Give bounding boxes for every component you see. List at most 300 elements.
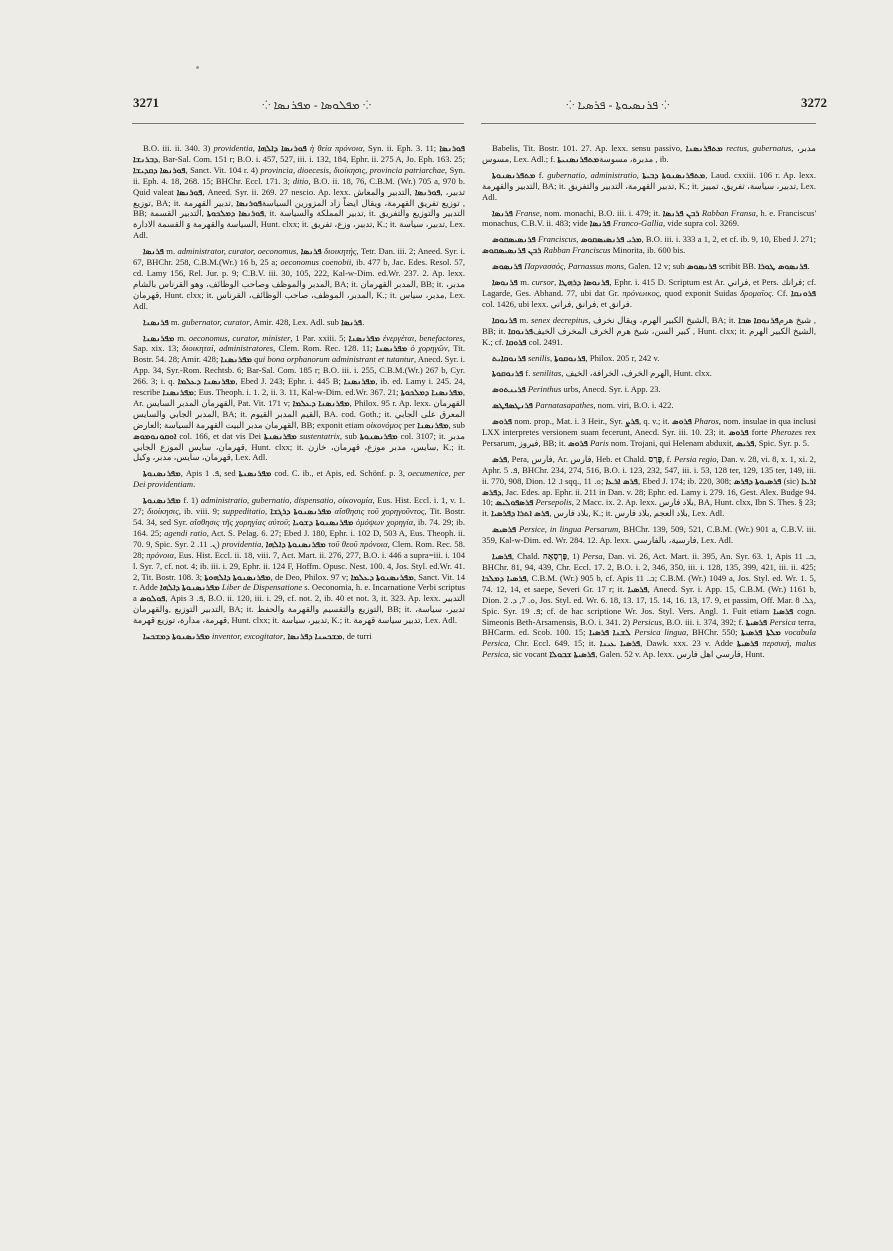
arabic-gloss: القهرمان المدبر الجابي والسايس xyxy=(133,397,465,419)
arabic-gloss: تدبير، سياسة، قهرمة، مدارة، توزيع قهرمة xyxy=(133,604,465,626)
arabic-gloss: تدبير القهرمة، التدبير والتفريق xyxy=(568,180,675,191)
dictionary-entry xyxy=(133,631,465,642)
syriac-term: ܡܦܪܢܣܢܘܬܐ ܕܐܠܗܐ xyxy=(265,538,326,549)
entry-text: , BA, Hunt. clxx, Ibn S. Thes. § 23; it. xyxy=(482,497,816,519)
dictionary-entry xyxy=(482,400,816,411)
entry-text: , BA; it. xyxy=(707,314,739,325)
entry-text: nom. prop., Mat. i. 3 Heir., Syr. xyxy=(512,416,626,427)
entry-text: , K.; it. xyxy=(674,180,702,191)
entry-text: . xyxy=(362,316,365,327)
entry-text: , xyxy=(571,298,576,309)
entry-text: , Clem. Rom. Rec. 128. 11; xyxy=(273,343,376,354)
entry-text: , it. xyxy=(363,208,380,219)
entry-text: , Dan. v. 28, vi. 8, x. 1, xi. 2, Aphr. ܦ. 5, BHChr. 234, 274, 516, B.O. i. 123, 232, 547, iii. i. 53, 128 ter, 129, 135 ter, 149, iii. ii. 770, 908, Dion. ܐ. 12 sqq., ܘ. 11; xyxy=(482,453,816,486)
entry-text: , Anecd. Syr. i. App. 15, C.B.M. (Wr.) 1161 b, Dion. ܘ. 7, ܕ. 2, Jos. Styl. ed. Wr. 6. 18, 13. 17, 15. 14, 16. 13, 17. 9, et passim, Off. Mar. ܓܠ. 8, Spic. Syr. ܦ. 19; cf. de hac scriptione Wr. Jos. Styl. Vers. Angl. 1. Fuit etiam xyxy=(482,583,816,616)
entry-text: , vide supra col. 3269. xyxy=(662,218,740,229)
syriac-term: ܦܪܣ xyxy=(492,453,508,464)
syriac-term: ܦܘܪܢܣܐ ܕܩܕܝܫܐ xyxy=(133,164,186,175)
arabic-gloss: التدبير والتوزيع والتفريق السياسة والقهرمة وَ القسمة الادارة xyxy=(133,208,465,230)
syriac-term: ܡܦܪܢܣܢܐ xyxy=(417,419,449,430)
syriac-term: ܦܪܢܣܘܣ xyxy=(492,261,522,272)
entry-text: , et xyxy=(596,298,610,309)
syriac-term: ܪܒܢ ܦܪܢܣܐ xyxy=(662,207,700,218)
syriac-term: ܦܘܪܢܣܐ xyxy=(414,186,441,197)
arabic-gloss: الشيخ الكبير الهرم xyxy=(749,325,814,336)
syriac-term: ܦܘܪܢܣܐ xyxy=(176,186,203,197)
entry-text: , Ephr. i. 415 D. Scriptum est Ar. xyxy=(609,277,728,288)
syriac-term: ܦܪܢܘܩܐ xyxy=(492,314,517,325)
syriac-term: ܦܪܢܘܩܘܬܐ xyxy=(554,352,586,363)
entry-text: , Philox. 95 r. Ap. lexx. xyxy=(349,397,434,408)
arabic-gloss: مدبر، قهرمان xyxy=(133,278,465,300)
syriac-term: ܦܪܢܣܘܣ ܛܘܪܐ xyxy=(758,261,808,272)
left-column xyxy=(133,143,465,647)
syriac-term: ܡܦܪܢܣܢܬܐ xyxy=(238,468,272,479)
arabic-gloss: بلاد فارس xyxy=(658,497,694,508)
syriac-term: ܦܪܢܣܝܣܩܘܣ xyxy=(492,234,536,245)
entry-text: , Lex. Adl.; f. xyxy=(509,153,558,164)
entry-text: , BB; it. xyxy=(381,604,416,615)
entry-text: , Dan. vi. 26, Act. Mart. ii. 395, An. Syr. 63. 1, Apis ܒ. 11, BHChr. 81, 94, 439, Chr. Eccl. 17. 2, B.O. i. 2, 346, 350, iii. i. 128, 135, 399, 421, iii. ii. 425; xyxy=(482,551,816,572)
latin-gloss: Rabban Franciscus xyxy=(541,245,611,256)
syriac-term: ܡܦܪܢܣܢܐ xyxy=(348,332,381,343)
dictionary-entry xyxy=(482,234,816,256)
entry-text: , Lex. Adl. xyxy=(482,180,816,202)
syriac-term: ܦܘܪܢܣܐ ܕܐܠܗܐ xyxy=(258,143,307,153)
entry-text: , Philox. 205 r, 242 v. xyxy=(585,352,660,363)
entry-text: col. 3107; it. xyxy=(397,430,449,441)
latin-gloss: Pherozes xyxy=(770,427,803,438)
entry-text: m. xyxy=(174,332,189,343)
entry-text: Babelis, Tit. Bostr. 101. 27. Ap. lexx. sensu passivo, xyxy=(492,143,686,153)
syriac-term: ܦܪܢܛܣܦܛܣ xyxy=(492,400,533,411)
entry-text: , Laud. cxxiii. 106 r. Ap. lexx. xyxy=(705,169,816,180)
latin-gloss: provincia patriarchae xyxy=(369,164,445,175)
syriac-term: ܦܪܣܝܐ xyxy=(492,551,512,562)
entry-text: , K.; cf. xyxy=(482,325,816,347)
dictionary-entry xyxy=(482,454,816,519)
syriac-term: ܦܪܢܘܩܐܝܬ xyxy=(492,352,526,363)
latin-gloss: inventor, excogitator xyxy=(209,631,284,642)
latin-gloss: Franse xyxy=(512,207,540,218)
greek-term: αἴσθησις τῆς χορηγίας αὐτοῦ xyxy=(189,517,288,527)
arabic-gloss: بلاد فارس xyxy=(553,508,589,519)
syriac-term: ܡܦܪܢܣܢܘܬܐ ܕܐܠܗܐ xyxy=(159,582,220,593)
arabic-gloss: المدبر والموظف وصاحب الوظائف، وهو القرناس بالشام xyxy=(133,278,330,289)
syriac-term: ܦܪܣܝܣ xyxy=(492,524,517,535)
arabic-gloss: تدبير المملكة والسياسة xyxy=(279,208,364,219)
arabic-gloss: تدبير، سياسة xyxy=(281,615,328,626)
entry-text: , nom. viri, B.O. i. 422. xyxy=(593,400,674,411)
syriac-term: ܦܪܢܣܐ xyxy=(589,218,611,229)
syriac-term: פָּרַס xyxy=(648,453,663,464)
syriac-term: ܦܪܘܣ xyxy=(492,416,512,427)
syriac-term: ܦܪܢܣܐ xyxy=(341,316,363,327)
latin-gloss: senex decrepitus xyxy=(531,314,589,325)
entry-text: , BB; xyxy=(133,197,465,219)
entry-text: , xyxy=(230,197,237,208)
arabic-gloss: مدبر، سياس xyxy=(399,289,445,300)
entry-text: ; xyxy=(287,517,293,527)
syriac-term: פָּרְסָאָה xyxy=(542,551,568,562)
entry-text: col. 1426, ubi lexx. xyxy=(482,298,551,309)
syriac-term: ܡܦܪܢܣܢܐ xyxy=(143,332,175,343)
syriac-term: ܡܦܪܢܣܢܘܬܐ ܕܪܓܫܐ xyxy=(270,506,332,517)
greek-term: ὁμόψων χορηγία xyxy=(353,517,414,527)
arabic-gloss: الشيخ الكبير الهرم، ويقال نخرف xyxy=(592,314,708,325)
entry-text: , B.O. ii. 18, 76, C.B.M. (Wr.) 705 a, 970 b. Quid valeat xyxy=(133,175,465,197)
entry-text: , xyxy=(440,186,446,197)
entry-text: , h. e. Franciscus' monachus, C.B.V. ii. 483; vide xyxy=(482,207,816,229)
greek-term: , διοίκησις xyxy=(329,164,366,175)
syriac-term: ܦܪܝܣ xyxy=(735,437,755,448)
entry-text: , B.O. iii. i. 374, 392; f. xyxy=(661,616,746,627)
entry-text: , xyxy=(409,186,415,197)
entry-text: , BB; it. xyxy=(415,278,446,289)
syriac-term: ܦܪܢܘܣܐ ܕܪܗܛܐ xyxy=(558,277,610,288)
entry-text: f. xyxy=(535,169,548,180)
dictionary-entry xyxy=(482,384,816,395)
entry-text: , Chald. xyxy=(511,551,543,562)
syriac-term: ܡܪܝ ܦܪܢܣܝܣܩܘܣ xyxy=(580,234,642,245)
latin-gloss: vocabula Persica xyxy=(482,627,816,649)
arabic-gloss: القيم المدبر القيوم xyxy=(250,408,319,419)
entry-text: , Syn. ii. Eph. 4. 18, 268. 15; BHChr. Eccl. 171. 3; xyxy=(133,164,465,186)
arabic-gloss: سايس، مدبر موزع، قهرمان، خازن xyxy=(308,441,437,452)
syriac-term: ܦܪܘܢܩܐ xyxy=(791,287,816,298)
latin-gloss: Perinthus xyxy=(525,384,562,395)
entry-text: , xyxy=(563,261,568,272)
syriac-term: ܡܦܪܢܣܢܘܬܐ ܕܐܠܗܘܬܐ xyxy=(204,571,271,582)
syriac-term: ܦܪܢܣܢܐ xyxy=(143,316,169,327)
entry-text: , BA; it. xyxy=(223,604,258,615)
entry-text: , Lex. Adl. xyxy=(133,289,465,311)
entry-text: , Heb. et Chald. xyxy=(591,453,649,464)
syriac-term: ܦܪܣܝܬܐ xyxy=(737,638,759,649)
entry-text: , Sanct. Vit. 104 r. 4) xyxy=(185,164,261,175)
greek-term: Παρνασσός xyxy=(521,261,564,272)
latin-gloss: Rabban Fransa xyxy=(699,207,756,218)
latin-gloss: senilis xyxy=(525,352,550,363)
greek-term: ἡ θεία πρόνοια xyxy=(306,143,363,153)
entry-text: , Dawk. xxx. 23 v. Adde xyxy=(640,638,738,649)
arabic-gloss: تدبير، سياسة، تفريق، تمييز xyxy=(701,180,796,191)
latin-gloss: sustentatrix xyxy=(296,430,340,441)
syriac-term: ܦܪܢܣܐ xyxy=(143,246,164,257)
right-header-rule xyxy=(481,123,816,124)
entry-text: , Aneed. Syr. ii. 269. 27 nescio. Ap. lexx. xyxy=(202,186,354,197)
syriac-term: ܡܦܪܢܣܢܐ ܕܡܠܟܘܬܐ xyxy=(400,387,463,398)
syriac-term: ܦܪܝܢܬܘܣ xyxy=(492,384,526,395)
greek-term: διοικητής xyxy=(321,246,357,257)
greek-term: τοῦ θεοῦ πρόνοια xyxy=(325,538,388,549)
entry-text: , K.; it. xyxy=(327,615,354,626)
greek-term: αἴσθησις τοῦ χορηγοῦντος xyxy=(331,506,425,517)
entry-text: terra, BHCarm. ed. Scob. 100. 15; xyxy=(482,616,816,638)
dictionary-entry xyxy=(133,143,465,241)
entry-text: , Hunt. xyxy=(740,649,765,660)
dictionary-entry xyxy=(133,495,465,626)
syriac-term: ܡܦܪܢܣܢܐ ܕܥܠܡܐ xyxy=(177,376,236,387)
entry-text: , nom. monachi, B.O. iii. i. 479; it. xyxy=(539,207,663,218)
arabic-gloss: الهرم الخرف، الخرافة، الخيف xyxy=(565,368,670,379)
syriac-term: ܡܦܪܢܣܢܐ xyxy=(220,354,252,365)
entry-text: , BB; it. xyxy=(482,314,816,336)
entry-text: , Hunt. clxx. xyxy=(669,368,712,379)
syriac-term: ܦܪܢܘܩܘܬܐ xyxy=(492,368,524,379)
entry-text: , xyxy=(588,314,593,325)
entry-text: col. 2491. xyxy=(526,336,563,347)
syriac-term: ܡܬܦܪܢܣܢܘܬܐ xyxy=(492,169,536,180)
arabic-gloss: فارس xyxy=(531,453,553,464)
dictionary-entry xyxy=(133,333,465,464)
arabic-gloss: كبير السن، شيخ هرم الخرف المخرف الخيف xyxy=(533,325,693,336)
dictionary-entry xyxy=(482,261,816,272)
arabic-gloss: توزيع تفريق القهرمة، ويقال ايضاً زاد المزورين السياسة xyxy=(261,197,463,208)
latin-gloss: gubernatio, administratio xyxy=(547,169,637,180)
syriac-term: ܦܪܣ ܐܬܪܐ ܕܦܪܣܝܐ xyxy=(491,508,550,519)
entry-text: , Galen. 12 v; sub xyxy=(623,261,687,272)
entry-text: , BHChr. 550; xyxy=(686,627,742,638)
syriac-term: ܦܘܠܘܣ xyxy=(139,593,166,604)
entry-text: m. xyxy=(517,277,532,288)
latin-gloss: Liber de Dispensatione xyxy=(219,582,303,593)
arabic-gloss: مدبر قهرمان، سايس الموزع الجابي xyxy=(133,430,465,452)
syriac-term: ܦܪܘܣ xyxy=(671,416,692,427)
arabic-gloss: القهرمان المدبر السايس xyxy=(146,397,233,408)
entry-text: , xyxy=(414,332,420,343)
entry-text: m. xyxy=(168,316,182,327)
page-speck xyxy=(196,66,199,69)
syriac-term: ܦܪܣܝܬܐ xyxy=(745,616,768,627)
left-running-head: ⁘ ܡܦܠܘܣܐ - ܡܦܪܢܣܐ ⁘ xyxy=(262,98,372,112)
arabic-gloss: مدبر، مسوس xyxy=(482,143,816,164)
entry-text: . Cf. xyxy=(771,287,792,298)
syriac-term: ܐܘܩܘܢܘܡܘܣ xyxy=(133,430,177,441)
greek-term: διοικηταί xyxy=(182,343,214,354)
entry-text: , Sap. xix. 13; xyxy=(133,332,465,354)
syriac-term: ܐܪܥܐ ܕܦܪܣ xyxy=(482,475,816,497)
syriac-term: ܡܬܦܪܢܣܢܐ xyxy=(685,143,723,153)
latin-gloss: Parnassus mons xyxy=(567,261,624,272)
arabic-gloss: التدبير التوزيع xyxy=(174,604,223,615)
entry-text: , de turri xyxy=(342,631,372,642)
syriac-term: ܡܦܪܢܣܢܐ ܕܥܠܡܐ xyxy=(292,397,350,408)
entry-text: , Tit. Bostr. 54. 28; Amir. 428; xyxy=(133,343,465,365)
entry-text: , xyxy=(296,246,301,257)
entry-text: , Lex. Adl. xyxy=(230,452,268,463)
entry-text: , ib. 477 b, Jac. Edes. Resol. 57, cd. Lamy 156, Rel. Jur. p. 9; C.B.V. iii. 30, 105, 222, Kal-w-Dim. ed.Wr. 237. 2. Ap. lexx. xyxy=(133,257,465,278)
arabic-gloss: المدبر، الموظف، صاحب الوظائف، القرناس xyxy=(216,289,372,300)
entry-text: , Hunt. clxx; it. xyxy=(256,219,312,230)
syriac-term: ܦܪܣܝܬܐ ܫܒܘܠܐ xyxy=(549,649,596,660)
entry-text: , ib. viii. 9; xyxy=(178,506,223,517)
entry-text: , Sanct. Vit. 14 r. Adde xyxy=(133,571,465,593)
latin-gloss: cursor xyxy=(531,277,555,288)
syriac-term: ܦܘܪܢܣܐ ܕܡܠܟܘܬܐ xyxy=(207,208,265,219)
entry-text: , Jac. Edes. ap. Ephr. ii. 211 in Dan. v. 28; Ephr. ed. Lamy i. 279. 16, Gest. Alex. Budge 94. 10; xyxy=(482,486,816,508)
entry-text: , Hunt. clxx; it. xyxy=(244,441,309,452)
arabic-gloss: فراني xyxy=(727,277,749,288)
entry-text: , 1 Par. xxiii. 5; xyxy=(290,332,349,343)
syriac-term: ܡܠܬܐ ܦܪܣܝܬܐ xyxy=(741,627,781,638)
latin-gloss: Persa xyxy=(582,551,603,562)
entry-text: , Lex. Adl. xyxy=(696,535,734,546)
entry-text: Minorita, ib. 600 bis. xyxy=(610,245,686,256)
syriac-term: ܡܬܦܪܢܣܢܝܬܐ xyxy=(557,153,600,164)
arabic-gloss: التدبير القسمة xyxy=(150,208,202,219)
arabic-gloss: بلاد فارس xyxy=(614,508,650,519)
entry-text: , BB; it. xyxy=(538,437,568,448)
dictionary-entry xyxy=(482,143,816,165)
entry-text: , Ebed J. 174; ib. 220, 308; xyxy=(637,475,734,486)
entry-text: , xyxy=(365,164,370,175)
latin-gloss: providentia, xyxy=(213,143,259,153)
entry-text: cogn. Simeonis Beth-Arsamensis, B.O. i. 341. 2) xyxy=(482,605,816,627)
entry-text: , K.; it. xyxy=(371,289,400,300)
latin-gloss: benefactores xyxy=(419,332,463,343)
syriac-term: ܡܫܟܚܢܐ ܕܦܪܢܣܐ xyxy=(287,631,343,642)
dictionary-entry xyxy=(482,551,816,660)
entry-text: , Bar-Sal. Com. 151 r; B.O. i. 457, 527, iii. i. 132, 184, Ephr. ii. 275 A, Jo. Eph. 163. 25; xyxy=(158,153,465,164)
greek-term: ὁ χορηγῶν xyxy=(407,343,448,354)
dictionary-entry xyxy=(482,170,816,203)
entry-text: , ib. 74. 29; ib. 164. 25; xyxy=(133,517,465,538)
entry-text: , f. xyxy=(662,453,674,464)
entry-text: , xyxy=(636,169,643,180)
syriac-term: ܡܦܪܢܣܢܐ xyxy=(162,387,194,398)
entry-text: , Spic. Syr. p. 5. xyxy=(754,437,810,448)
greek-term: διοίκησις xyxy=(147,506,179,517)
syriac-term: ܦܪܢܣܐ xyxy=(492,207,513,218)
entry-text: , Hunt. clxx; it. xyxy=(159,289,217,300)
entry-text: col. 166, et dat vis Dei xyxy=(176,430,265,441)
greek-term: οἰκονόμος xyxy=(366,419,402,430)
greek-term: ἐνεργέται xyxy=(380,332,415,343)
arabic-gloss: المعرق على الجابي العارض xyxy=(133,408,465,430)
arabic-gloss: تدبير القهرمة xyxy=(183,197,231,208)
syriac-term: ܦܪܣܝܘܬܐ ܕܦܪܣ xyxy=(733,475,782,486)
entry-text: , BA; it. xyxy=(537,180,569,191)
latin-gloss: Persepolis xyxy=(533,497,572,508)
entry-text: , B.O. iii. i. 333 a 1, 2, et cf. ib. 9, 10, Ebed J. 271; xyxy=(641,234,816,245)
entry-text: , BHChr. 139, 509, 521, C.B.M. (Wr.) 901 a, C.B.V. iii. 359, Kal-w-Dim. ed. Wr. 284. 12. Ap. lexx. xyxy=(482,524,816,546)
entry-text: , BB; exponit etiam xyxy=(296,419,367,430)
entry-text: , K.; it. xyxy=(372,219,400,230)
entry-text: , BA; it. xyxy=(150,197,184,208)
entry-text: , Anecd. Syr. i. App. 34, Syr.-Rom. Rechtsb. 6; Bar-Sal. Com. 185 r; B.O. iii. i. 255, C.B.M.(Wr.) 267 b, Cyr. 266. 3; i. q. xyxy=(133,354,465,387)
entry-text: ; Eus. Theoph. i. 1. 2, ii. 3. 11, Kal-w-Dim. ed.Wr. 367. 21; xyxy=(193,387,401,398)
arabic-gloss: بلاد العجم xyxy=(653,508,688,519)
syriac-term: ܪܒܢ ܦܪܢܣܝܣܩܘܣ xyxy=(482,245,542,256)
right-page-number: 3272 xyxy=(801,95,827,110)
latin-gloss: Parnatasapathes xyxy=(532,400,594,411)
entry-text: , Eus. Hist. Eccl. i. 1, v. 1. 27; xyxy=(133,495,465,517)
syriac-term: ܡܦܪܢܣܢܬܐ xyxy=(264,430,297,441)
syriac-term: ܦܪܣܝܐ ܥܝܢܐ xyxy=(599,638,641,649)
latin-gloss: Persicus xyxy=(632,616,662,627)
dictionary-entry xyxy=(482,353,816,364)
entry-text: , 1) xyxy=(567,551,583,562)
entry-text: urbs, Anecd. Syr. i. App. 23. xyxy=(561,384,661,395)
arabic-gloss: فارس xyxy=(570,453,592,464)
syriac-term: ܦܪܘܣ xyxy=(728,427,749,438)
entry-text: , it. xyxy=(264,208,280,219)
entry-text: , Syn. ii. Eph. 3. 11; xyxy=(362,143,440,153)
greek-term: , οἰκονομία xyxy=(333,495,373,506)
entry-text: , Hunt. clxx; it. xyxy=(692,325,750,336)
entry-text: , Pat. Vit. 171 v; xyxy=(232,397,293,408)
arabic-gloss: فرانك xyxy=(781,277,803,288)
syriac-term: ܡܦܪܢܣܢܘܬܐ xyxy=(359,430,398,441)
entry-text: , Apis ܦ. 1, sed xyxy=(180,468,239,479)
latin-gloss: gubernator, curator xyxy=(181,316,250,327)
syriac-term: ܦܪܣܦܘܠܝܣ xyxy=(495,497,534,508)
entry-text: f. xyxy=(523,368,533,379)
entry-text: , sub xyxy=(448,419,465,430)
latin-gloss: , malus Persica xyxy=(482,638,816,660)
latin-gloss: qui bona orphanorum administrant et tutantur xyxy=(251,354,415,365)
syriac-term: ܡܬܦܪܢܣܢܘܬܐ ܕܒܝܬܐ xyxy=(642,169,706,180)
entry-text: , sub xyxy=(339,430,360,441)
entry-text: , Act. S. Pelag. 6. 27; Ebed J. 180, Ephr. i. 102 D, 503 A, Eus. Theoph. ii. 70. 9, Spic. Syr. ܢ. 11. 2) xyxy=(133,527,465,549)
arabic-gloss: التدبير والمعاش xyxy=(353,186,410,197)
arabic-gloss: مدبرة، مسوسة xyxy=(599,153,656,164)
dictionary-entry xyxy=(482,315,816,348)
entry-text: , Galen. 52 v. Ap. lexx. xyxy=(595,649,677,660)
entry-text: , quod exponit Suidas xyxy=(659,287,741,298)
entry-text: , Clem. Rom. Rec. 58. 28; xyxy=(133,538,465,560)
latin-gloss: Persice, in lingua Persarum xyxy=(516,524,619,535)
entry-text: , Ar. xyxy=(552,453,571,464)
arabic-gloss: تدبير سياسة قهرمة xyxy=(353,615,421,626)
entry-text: , xyxy=(561,368,566,379)
entry-text: , Chr. Eccl. 649. 15; it. xyxy=(508,638,600,649)
entry-text: f. 1) xyxy=(180,495,201,506)
entry-text: , xyxy=(261,538,266,549)
entry-text: forte xyxy=(748,427,771,438)
latin-gloss: oecumenice, per Dei providentiam xyxy=(133,468,465,490)
syriac-term: ܦܪܣܝܐ ܕܡܠܟܐ xyxy=(482,572,527,583)
entry-text: , xyxy=(649,508,654,519)
entry-text: scribit BB. xyxy=(716,261,759,272)
latin-gloss: rectus, gubernatus xyxy=(722,143,792,153)
syriac-term: ܡܦܪܢܣܢܘܬܐ xyxy=(143,468,181,479)
dictionary-entry xyxy=(133,246,465,311)
latin-gloss: suppeditatio xyxy=(222,506,265,517)
entry-text: , Lex. Adl. xyxy=(687,508,725,519)
entry-text: , xyxy=(554,277,559,288)
syriac-term: ܡܦܪܢܣܢܘܬܐ ܕܥܠܡܐ xyxy=(350,571,414,582)
entry-text: , 2 Macc. ix. 2. Ap. lexx. xyxy=(571,497,659,508)
entry-text: , K.; it. xyxy=(436,441,465,452)
arabic-gloss: تدبير، سياسة xyxy=(399,219,446,230)
entry-text: s. Oeconomia, h. e. Incarnatione Verbi scriptus a xyxy=(133,582,465,604)
entry-text: (sic) xyxy=(781,475,802,486)
latin-gloss: ditio xyxy=(292,175,309,186)
entry-text: . xyxy=(629,298,633,309)
entry-text: , Tetr. Dan. iii. 2; Aneed. Syr. i. 67, BHChr. 258, C.B.M.(Wr.) 16 b, 25 a; xyxy=(133,246,465,268)
greek-term: πρόνοια xyxy=(146,549,175,560)
entry-text: . xyxy=(807,261,810,272)
entry-text: , BA. cod. Goth.; it. xyxy=(318,408,395,419)
syriac-term: ܦܪܢܘܣܐ xyxy=(492,277,518,288)
latin-gloss: Pharos xyxy=(691,416,719,427)
syriac-term: ܡܦܪܢܣܢܐ xyxy=(343,376,376,387)
arabic-gloss: فارسية، بالفارسي xyxy=(633,535,697,546)
entry-text: , Pera, xyxy=(507,453,532,464)
latin-gloss: provincia, dioecesis xyxy=(260,164,329,175)
